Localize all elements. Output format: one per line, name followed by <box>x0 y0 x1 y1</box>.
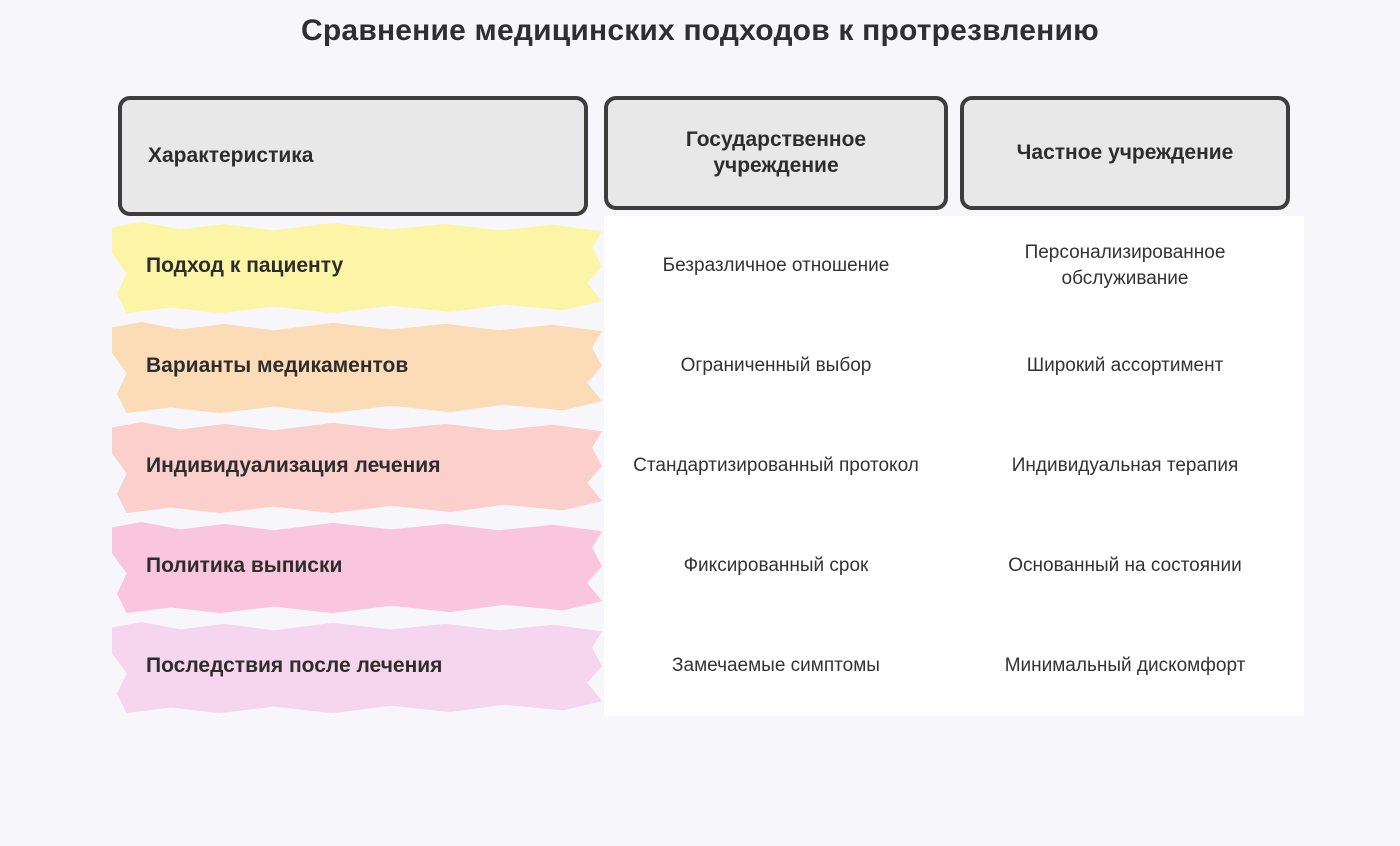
table-header-row <box>0 96 1400 216</box>
value-text-private: Индивидуальная терапия <box>1011 455 1239 477</box>
value-cell-state <box>604 516 948 616</box>
value-cell-private <box>960 216 1290 316</box>
value-text-state: Стандартизированный протокол <box>633 455 919 477</box>
header-label-state: Государственное учреждение <box>685 127 867 177</box>
comparison-table <box>0 96 1400 716</box>
feature-cell <box>118 216 588 316</box>
value-cell-private <box>960 416 1290 516</box>
value-text-private: Широкий ассортимент <box>1026 355 1224 377</box>
table-row <box>0 316 1400 416</box>
feature-cell <box>118 516 588 616</box>
feature-cell <box>118 316 588 416</box>
value-text-private: Основанный на состоянии <box>1008 555 1242 577</box>
feature-label: Варианты медикаментов <box>146 353 409 377</box>
table-row <box>0 516 1400 616</box>
feature-label: Подход к пациенту <box>146 253 344 277</box>
value-cell-private <box>960 316 1290 416</box>
feature-label: Индивидуализация лечения <box>146 453 441 477</box>
header-cell-private <box>960 96 1290 210</box>
value-cell-state <box>604 216 948 316</box>
header-label-feature: Характеристика <box>148 143 314 167</box>
feature-cell <box>118 416 588 516</box>
value-cell-state <box>604 416 948 516</box>
table-row <box>0 216 1400 316</box>
value-text-state: Ограниченный выбор <box>680 355 872 377</box>
table-row <box>0 416 1400 516</box>
value-cell-state <box>604 316 948 416</box>
value-text-state: Фиксированный срок <box>683 555 869 577</box>
value-cell-private <box>960 616 1290 716</box>
value-cell-private <box>960 516 1290 616</box>
feature-cell <box>118 616 588 716</box>
table-row <box>0 616 1400 716</box>
page-title: Сравнение медицинских подходов к протрезвлению <box>301 14 1099 47</box>
value-text-state: Безразличное отношение <box>662 255 890 277</box>
value-text-private: Персонализированное обслуживание <box>1024 242 1226 289</box>
value-text-state: Замечаемые симптомы <box>672 655 880 677</box>
feature-label: Политика выписки <box>146 553 343 577</box>
header-cell-state <box>604 96 948 210</box>
value-text-private: Минимальный дискомфорт <box>1004 655 1246 677</box>
feature-label: Последствия после лечения <box>146 653 443 677</box>
value-cell-state <box>604 616 948 716</box>
header-cell-feature <box>118 96 588 216</box>
header-label-private: Частное учреждение <box>1016 140 1234 164</box>
